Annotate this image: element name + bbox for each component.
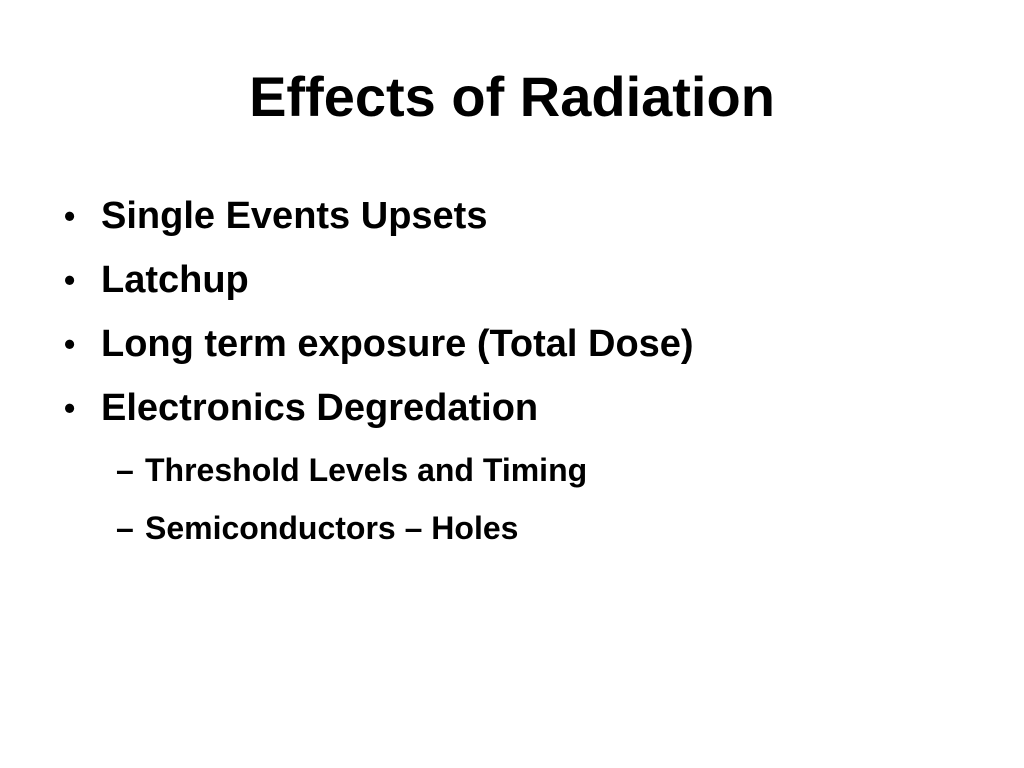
bullet-text: Latchup <box>101 259 249 301</box>
sub-bullet-list <box>64 442 964 558</box>
bullet-marker: • <box>64 390 76 426</box>
sub-item-threshold-levels <box>64 442 964 500</box>
dash-marker: – <box>116 510 134 546</box>
sub-bullet-text: Semiconductors – Holes <box>145 510 519 546</box>
bullet-marker: • <box>64 198 76 234</box>
bullet-marker: • <box>64 326 76 362</box>
dash-marker: – <box>116 452 134 488</box>
bullet-marker: • <box>64 262 76 298</box>
bullet-text: Electronics Degredation <box>101 387 539 429</box>
sub-bullet-text: Threshold Levels and Timing <box>145 452 588 488</box>
bullet-list <box>64 186 964 558</box>
sub-list-container <box>64 442 964 558</box>
bullet-item-electronics-degredation <box>64 378 964 442</box>
bullet-text: Single Events Upsets <box>101 195 488 237</box>
bullet-item-latchup <box>64 250 964 314</box>
bullet-item-single-events-upsets <box>64 186 964 250</box>
sub-item-semiconductors-holes <box>64 500 964 558</box>
slide-title: Effects of Radiation <box>249 65 775 128</box>
bullet-item-long-term-exposure <box>64 314 964 378</box>
bullet-text: Long term exposure (Total Dose) <box>101 323 694 365</box>
